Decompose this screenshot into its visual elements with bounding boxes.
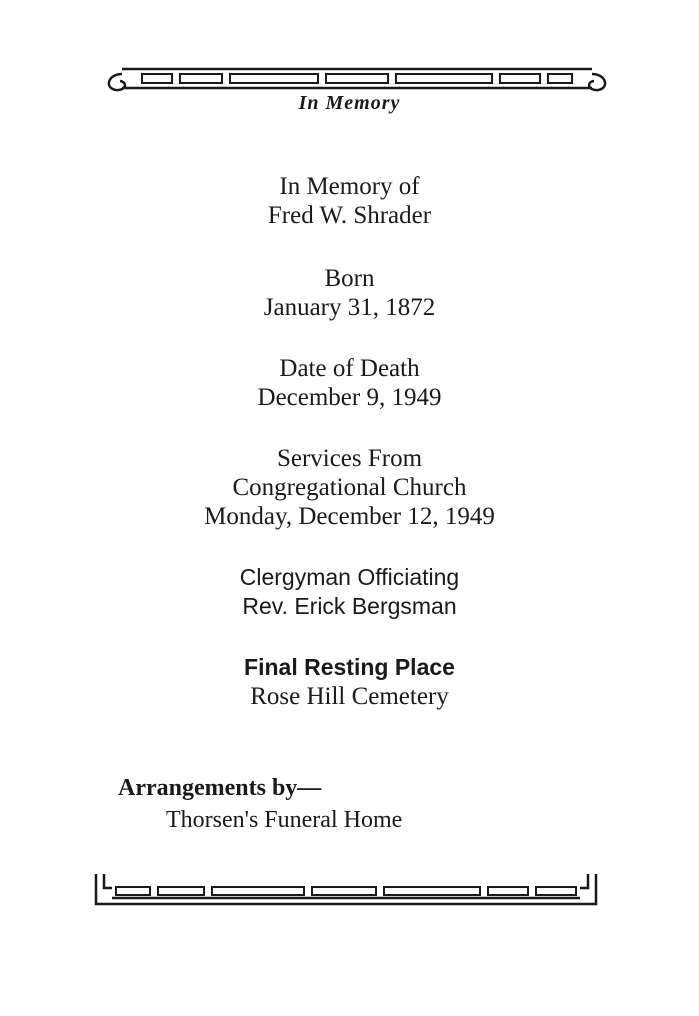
arrangements-label: Arrangements by— xyxy=(118,775,322,801)
clergy-section xyxy=(0,563,699,621)
clergy-name: Rev. Erick Bergsman xyxy=(242,593,457,619)
deceased-name: Fred W. Shrader xyxy=(267,202,432,229)
resting-section xyxy=(0,653,699,711)
bottom-border-ornament xyxy=(0,868,699,912)
funeral-home: Thorsen's Funeral Home xyxy=(166,807,403,833)
name-section xyxy=(0,172,699,230)
born-label: Born xyxy=(324,265,375,292)
born-date: January 31, 1872 xyxy=(263,294,436,321)
services-place: Congregational Church xyxy=(232,474,467,501)
death-section xyxy=(0,354,699,412)
arrangements-section xyxy=(118,772,402,836)
services-date: Monday, December 12, 1949 xyxy=(204,503,495,530)
death-date: December 9, 1949 xyxy=(257,384,442,411)
header-title: In Memory xyxy=(298,92,401,114)
death-label: Date of Death xyxy=(279,355,420,382)
resting-place: Rose Hill Cemetery xyxy=(250,683,449,710)
services-section xyxy=(0,444,699,531)
clergy-label: Clergyman Officiating xyxy=(239,564,460,590)
name-label: In Memory of xyxy=(279,173,420,200)
resting-label: Final Resting Place xyxy=(244,654,455,680)
born-section xyxy=(0,264,699,322)
services-label: Services From xyxy=(276,445,423,472)
